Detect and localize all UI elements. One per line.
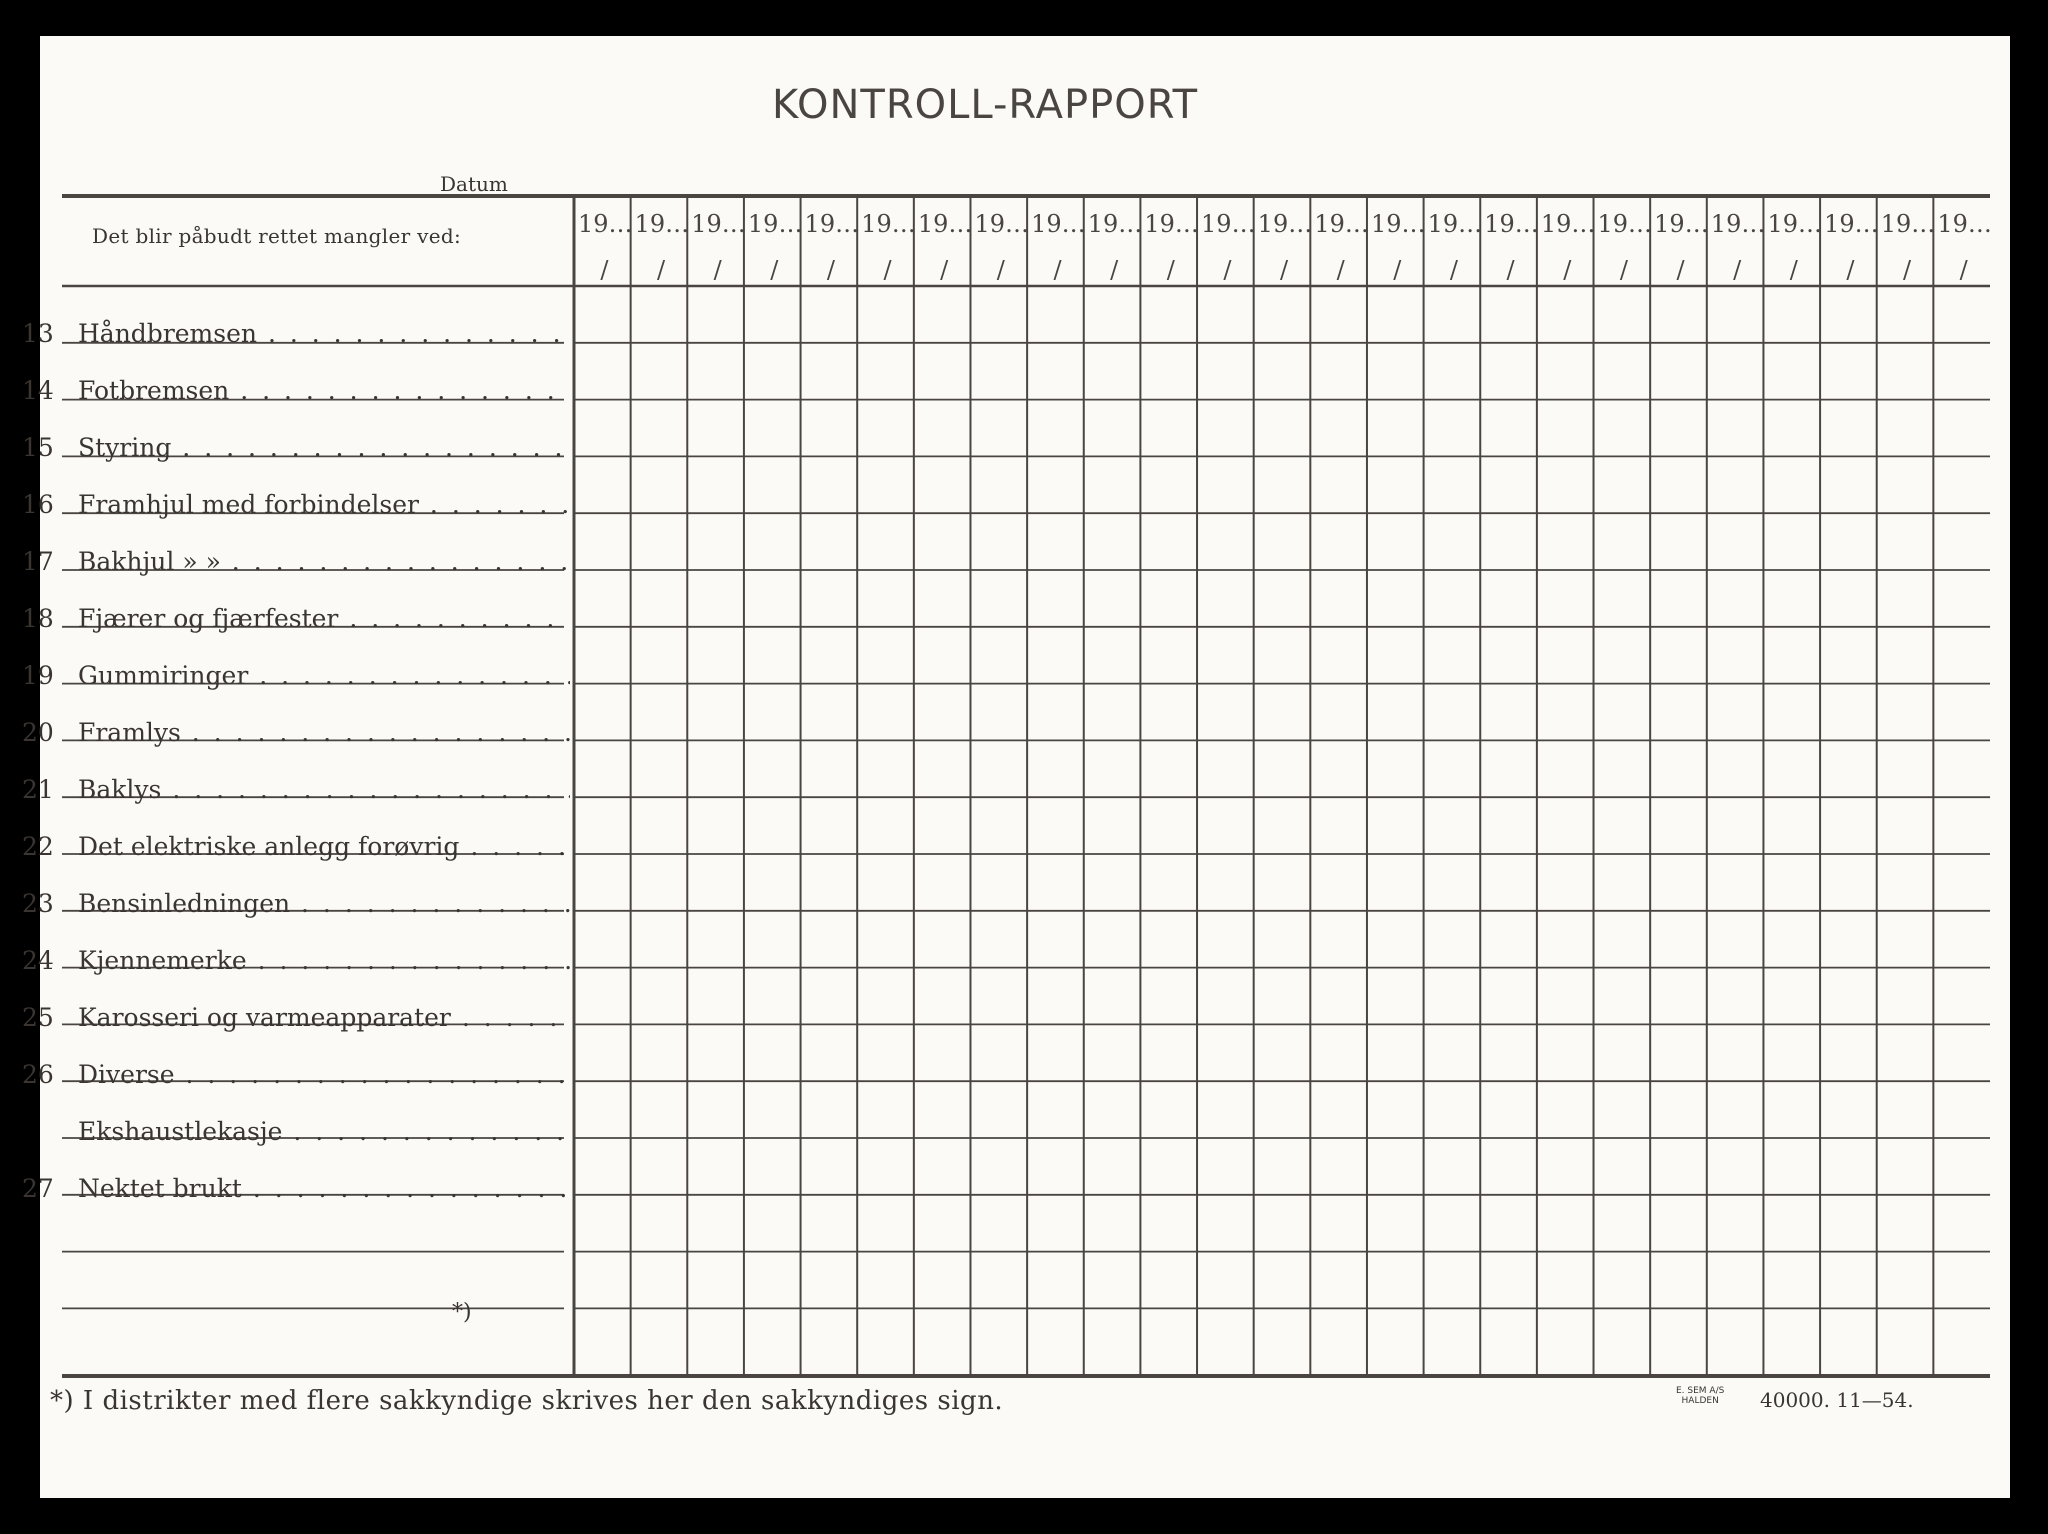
- column-date-sep: /: [883, 256, 892, 284]
- checklist-row: [22, 932, 570, 988]
- column-year: 19…: [974, 210, 1030, 238]
- column-year: 19…: [1710, 210, 1766, 238]
- column-date-sep: /: [996, 256, 1005, 284]
- checklist-row: [22, 989, 570, 1045]
- column-date-sep: /: [1110, 256, 1119, 284]
- column-year: 19…: [804, 210, 860, 238]
- column-year: 19…: [1087, 210, 1143, 238]
- column-date-sep: /: [770, 256, 779, 284]
- column-date-sep: /: [826, 256, 835, 284]
- row-number: 21: [22, 774, 54, 804]
- row-number: 14: [22, 375, 54, 405]
- column-date-sep: /: [656, 256, 666, 284]
- row-label: Ekshaustlekasje . . .: [78, 1117, 570, 1146]
- checklist-row: [22, 533, 570, 589]
- column-date-sep: /: [1336, 256, 1345, 284]
- row-label: Framlys . . .: [78, 718, 570, 747]
- row-label: Gummiringer . . .: [78, 661, 570, 690]
- row-number: 23: [22, 888, 54, 918]
- row-number: 16: [22, 489, 54, 519]
- printer-name: E. SEM A/S: [1676, 1386, 1725, 1396]
- row-label: Fotbremsen . . .: [78, 376, 570, 405]
- column-date-sep: /: [1676, 256, 1685, 284]
- checklist-row: [22, 305, 570, 361]
- column-date-sep: /: [1789, 256, 1798, 284]
- row-number: 20: [22, 717, 54, 747]
- column-year: 19…: [1767, 210, 1822, 238]
- column-date-sep: /: [1393, 256, 1402, 284]
- checklist-row: [22, 1160, 570, 1216]
- row-number: 25: [22, 1002, 54, 1032]
- column-year: 19…: [1597, 210, 1653, 238]
- checklist-row: [22, 1103, 570, 1159]
- column-year: 19…: [1201, 210, 1256, 238]
- form-title: KONTROLL-RAPPORT: [771, 82, 1199, 128]
- printer-imprint: [1676, 1386, 1724, 1406]
- column-date-sep: /: [1733, 256, 1742, 284]
- column-year: 19…: [1427, 210, 1483, 238]
- row-label: Framhjul med forbindelser . . .: [78, 490, 570, 519]
- column-year: 19…: [1031, 210, 1086, 238]
- footnote-text: *) I distrikter med flere sakkyndige skrives her den sakkyndiges sign.: [50, 1386, 1004, 1416]
- column-year: 19…: [1880, 210, 1936, 238]
- row-label: Bensinledningen . . .: [78, 889, 570, 918]
- column-date-sep: /: [1449, 256, 1459, 284]
- row-label: Karosseri og varmeapparater . . .: [78, 1003, 570, 1032]
- column-date-sep: /: [1166, 256, 1175, 284]
- checklist-row: [22, 362, 570, 418]
- checklist-row: [22, 818, 570, 874]
- column-date-sep: /: [1053, 256, 1062, 284]
- print-info: 40000. 11—54.: [1760, 1388, 1914, 1412]
- row-number: 13: [22, 318, 54, 348]
- row-label: Bakhjul » » . . .: [78, 547, 570, 576]
- column-year: 19…: [1370, 210, 1426, 238]
- datum-label: Datum: [440, 172, 508, 196]
- row-label: Nektet brukt . . .: [78, 1174, 570, 1203]
- row-number: 17: [22, 546, 54, 576]
- row-number: 22: [22, 831, 54, 861]
- column-year: 19…: [1314, 210, 1369, 238]
- row-label: Det elektriske anlegg forøvrig . . .: [78, 832, 570, 861]
- checklist-row: [22, 1046, 570, 1102]
- footnote-marker: *): [452, 1300, 472, 1325]
- column-year: 19…: [1540, 210, 1596, 238]
- row-number: 26: [22, 1059, 54, 1089]
- checklist-row: [22, 647, 570, 703]
- row-label: Diverse . . .: [78, 1060, 570, 1089]
- row-label: Kjennemerke . . .: [78, 946, 570, 975]
- row-number: 15: [22, 432, 54, 462]
- printer-city: HALDEN: [1681, 1396, 1719, 1406]
- column-date-sep: /: [1280, 256, 1289, 284]
- column-year: 19…: [1144, 210, 1199, 238]
- column-year: 19…: [861, 210, 916, 238]
- column-date-sep: /: [940, 256, 949, 284]
- column-date-sep: /: [1959, 256, 1968, 284]
- row-label: Styring . . .: [78, 433, 570, 462]
- mangler-label: Det blir påbudt rettet mangler ved:: [92, 224, 461, 248]
- checklist-row: [22, 761, 570, 817]
- column-year: 19…: [691, 210, 746, 238]
- row-label: Baklys . . .: [78, 775, 570, 804]
- column-year: 19…: [917, 210, 973, 238]
- checklist-row: [22, 875, 570, 931]
- checklist-row: [22, 704, 570, 760]
- column-date-sep: /: [1506, 256, 1515, 284]
- column-date-sep: /: [1903, 256, 1912, 284]
- column-year: 19…: [1484, 210, 1539, 238]
- column-year: 19…: [1257, 210, 1313, 238]
- column-year: 19…: [634, 210, 690, 238]
- column-year: 19…: [1824, 210, 1879, 238]
- checklist-row: [22, 590, 570, 646]
- checklist-row: [22, 476, 570, 532]
- row-number: 18: [22, 603, 54, 633]
- row-label: Fjærer og fjærfester . . .: [78, 604, 570, 633]
- column-date-sep: /: [1619, 256, 1628, 284]
- column-date-sep: /: [713, 256, 722, 284]
- column-year: 19…: [1654, 210, 1709, 238]
- checklist-row: [22, 419, 570, 475]
- column-date-sep: /: [600, 256, 609, 284]
- column-date-sep: /: [1846, 256, 1855, 284]
- row-number: 24: [22, 945, 54, 975]
- row-number: 27: [22, 1173, 54, 1203]
- row-number: 19: [22, 660, 54, 690]
- row-label: Håndbremsen . . .: [78, 319, 570, 348]
- column-year: 19…: [1937, 210, 1992, 238]
- column-date-sep: /: [1223, 256, 1232, 284]
- column-year: 19…: [747, 210, 803, 238]
- column-year: 19…: [578, 210, 633, 238]
- column-date-sep: /: [1563, 256, 1572, 284]
